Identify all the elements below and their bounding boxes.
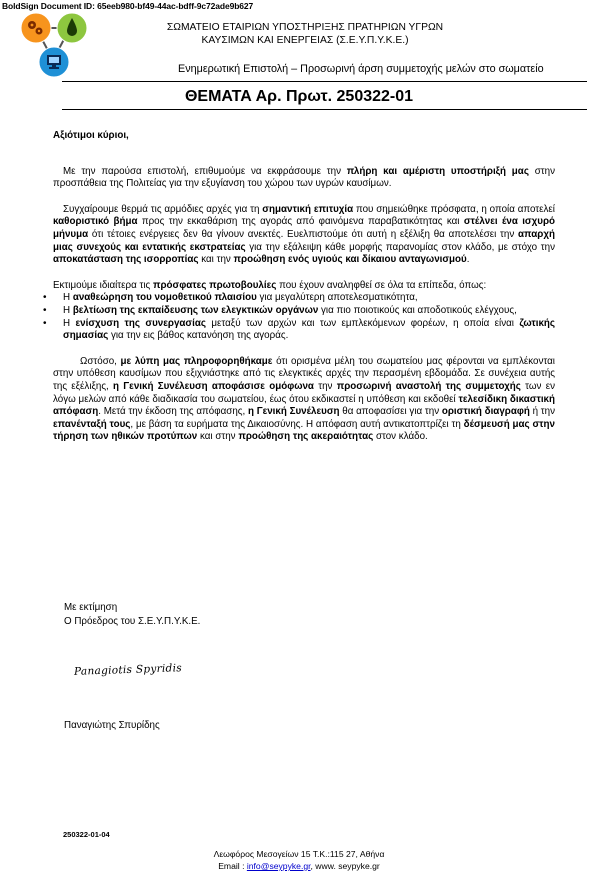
- organization-logo: [16, 10, 94, 82]
- emphasis: η Γενική Συνέλευση αποφάσισε ομόφωνα: [113, 380, 314, 392]
- text: των εν λόγω μελών από κάθε διαδικασία του σωματείου, έως ότου εκδικαστεί η υπόθεση και εκδοθεί: [53, 380, 555, 405]
- org-name-line2: ΚΑΥΣΙΜΩΝ ΚΑΙ ΕΝΕΡΓΕΙΑΣ (Σ.Ε.Υ.Π.Υ.Κ.Ε.): [201, 35, 409, 46]
- text: προς την εκκαθάριση της αγοράς από φαινόμενα παραβατικότητας και: [137, 216, 464, 228]
- text: ή την: [529, 406, 555, 418]
- text: Ωστόσο,: [80, 355, 121, 367]
- paragraph-initiatives: [53, 280, 555, 293]
- signer-name: Παναγιώτης Σπυρίδης: [64, 720, 160, 731]
- emphasis: οριστική διαγραφή: [441, 406, 530, 418]
- email-label: Email :: [218, 861, 247, 871]
- text: και την: [198, 254, 234, 266]
- paragraph-suspension: [53, 356, 555, 444]
- emphasis: αναθεώρηση του νομοθετικού πλαισίου: [72, 292, 257, 304]
- document-title: ΘΕΜΑΤΑ Αρ. Πρωτ. 250322-01: [184, 88, 414, 105]
- list-item: [53, 318, 555, 343]
- emphasis: ενίσχυση της συνεργασίας: [75, 317, 206, 329]
- org-name-line1: ΣΩΜΑΤΕΙΟ ΕΤΑΙΡΙΩΝ ΥΠΟΣΤΗΡΙΞΗΣ ΠΡΑΤΗΡΙΩΝ ΥΓΡΩΝ: [166, 22, 444, 33]
- footer-contact: [0, 860, 598, 872]
- list-item: [53, 305, 555, 318]
- website-text: , www. seypyke.gr: [310, 861, 380, 871]
- emphasis: πλήρη και αμέριστη υποστήριξή μας: [346, 165, 529, 177]
- emphasis: στέλνει ένα ισχυρό μήνυμα: [53, 216, 556, 240]
- text: που σημειώθηκε πρόσφατα, η οποία αποτελεί: [353, 203, 555, 215]
- initiatives-list: [53, 292, 555, 342]
- letter-body: [53, 130, 555, 444]
- emphasis: η Γενική Συνέλευση: [247, 406, 340, 418]
- paragraph-congratulations: [53, 204, 555, 267]
- text: Συγχαίρουμε θερμά τις αρμόδιες αρχές για τη: [63, 203, 263, 215]
- text: Η: [63, 292, 73, 304]
- header-divider-bottom: [62, 109, 587, 110]
- text: ότι τέτοιες ενέργειες δεν θα γίνουν ανεκτές. Ευελπιστούμε ότι αυτή η εξέλιξη θα αποτελέσει την: [88, 228, 519, 240]
- email-link[interactable]: info@seypyke.gr: [246, 861, 311, 871]
- text: .: [466, 254, 470, 266]
- reference-code: 250322-01-04: [63, 830, 110, 839]
- emphasis: απαρχή μιας συνεχούς και εντατικής εκστρατείας: [53, 228, 555, 253]
- footer: [0, 848, 598, 872]
- closing-line: Με εκτίμηση: [64, 602, 118, 613]
- organization-name: [150, 21, 460, 47]
- closing-title: Ο Πρόεδρος του Σ.Ε.Υ.Π.Υ.Κ.Ε.: [64, 616, 201, 627]
- emphasis: βελτίωση της εκπαίδευσης των ελεγκτικών οργάνων: [72, 304, 319, 316]
- text: ότι ορισμένα μέλη του σωματείου μας φέρονται να εμπλέκονται στην υπόθεση καυσίμων που εξιχνιάστηκε από τις ελεγκτικές αρχές την περασμένη εβδομάδα. Σε συνέχεια αυτής της εξέλιξης,: [53, 355, 555, 392]
- text: και στην: [197, 431, 239, 443]
- closing: [64, 601, 200, 629]
- emphasis: σημαντική επιτυχία: [262, 203, 354, 215]
- footer-address: Λεωφόρος Μεσογείων 15 Τ.Κ.:115 27, Αθήνα: [213, 849, 385, 859]
- text: στην προσπάθεια της Πολιτείας για την εξυγίανση του χώρου των υγρών καυσίμων.: [53, 165, 555, 190]
- text: που έχουν αναληφθεί σε όλα τα επίπεδα, όπως:: [276, 279, 487, 291]
- emphasis: αποκατάσταση της ισορροπίας: [53, 254, 199, 266]
- emphasis: ζωτικής σημασίας: [63, 317, 555, 342]
- text: μεταξύ των αρχών και των εμπλεκόμενων φορέων, η οποία είναι: [205, 317, 520, 329]
- text: Εκτιμούμε ιδιαίτερα τις: [53, 279, 153, 291]
- emphasis: προώθηση της ακεραιότητας: [238, 431, 374, 443]
- emphasis: τελεσίδικη δικαστική απόφαση: [53, 393, 555, 418]
- text: Με την παρούσα επιστολή, επιθυμούμε να εκφράσουμε την: [63, 165, 347, 177]
- header-divider-top: [62, 81, 587, 82]
- text: Η: [63, 317, 76, 329]
- emphasis: πρόσφατες πρωτοβουλίες: [153, 279, 277, 291]
- handwritten-signature: Panagiotis Spyridis: [73, 662, 183, 678]
- emphasis: επανένταξή τους: [53, 418, 131, 430]
- paragraph-support: [53, 166, 555, 191]
- text: , με βάση τα ευρήματα της Δικαιοσύνης. Η απόφαση αυτή αντικατοπτρίζει τη: [130, 418, 464, 430]
- text: για την εις βάθος κατανόηση της αγοράς.: [108, 330, 289, 342]
- document-id: BoldSign Document ID: 65eeb980-bf49-44ac-bdff-9c72ade9b627: [2, 1, 254, 11]
- emphasis: προσωρινή αναστολή της συμμετοχής: [336, 380, 521, 392]
- emphasis: με λύπη μας πληροφορηθήκαμε: [120, 355, 273, 367]
- emphasis: δέσμευσή μας στην τήρηση των ηθικών προτύπων: [53, 418, 555, 443]
- text: για πιο ποιοτικούς και αποδοτικούς ελέγχους,: [318, 304, 517, 316]
- salutation: Αξιότιμοι κύριοι,: [53, 130, 129, 141]
- emphasis: καθοριστικό βήμα: [53, 216, 138, 228]
- text: για μεγαλύτερη αποτελεσματικότητα,: [256, 292, 418, 304]
- text: την: [313, 380, 337, 392]
- list-item: [53, 292, 555, 305]
- text: για την εξάλειψη κάθε μορφής παρανομίας στον κλάδο, με στόχο την: [245, 241, 556, 253]
- text: θα αποφασίσει για την: [339, 406, 442, 418]
- emphasis: προώθηση ενός υγιούς και δίκαιου ανταγωνισμού: [233, 254, 467, 266]
- text: στον κλάδο.: [373, 431, 428, 443]
- letter-subject: Ενημερωτική Επιστολή – Προσωρινή άρση συμμετοχής μελών στο σωματείο: [178, 63, 544, 75]
- text: Η: [63, 304, 73, 316]
- text: . Μετά την έκδοση της απόφασης,: [98, 406, 248, 418]
- logo-orange-circle: [21, 13, 51, 43]
